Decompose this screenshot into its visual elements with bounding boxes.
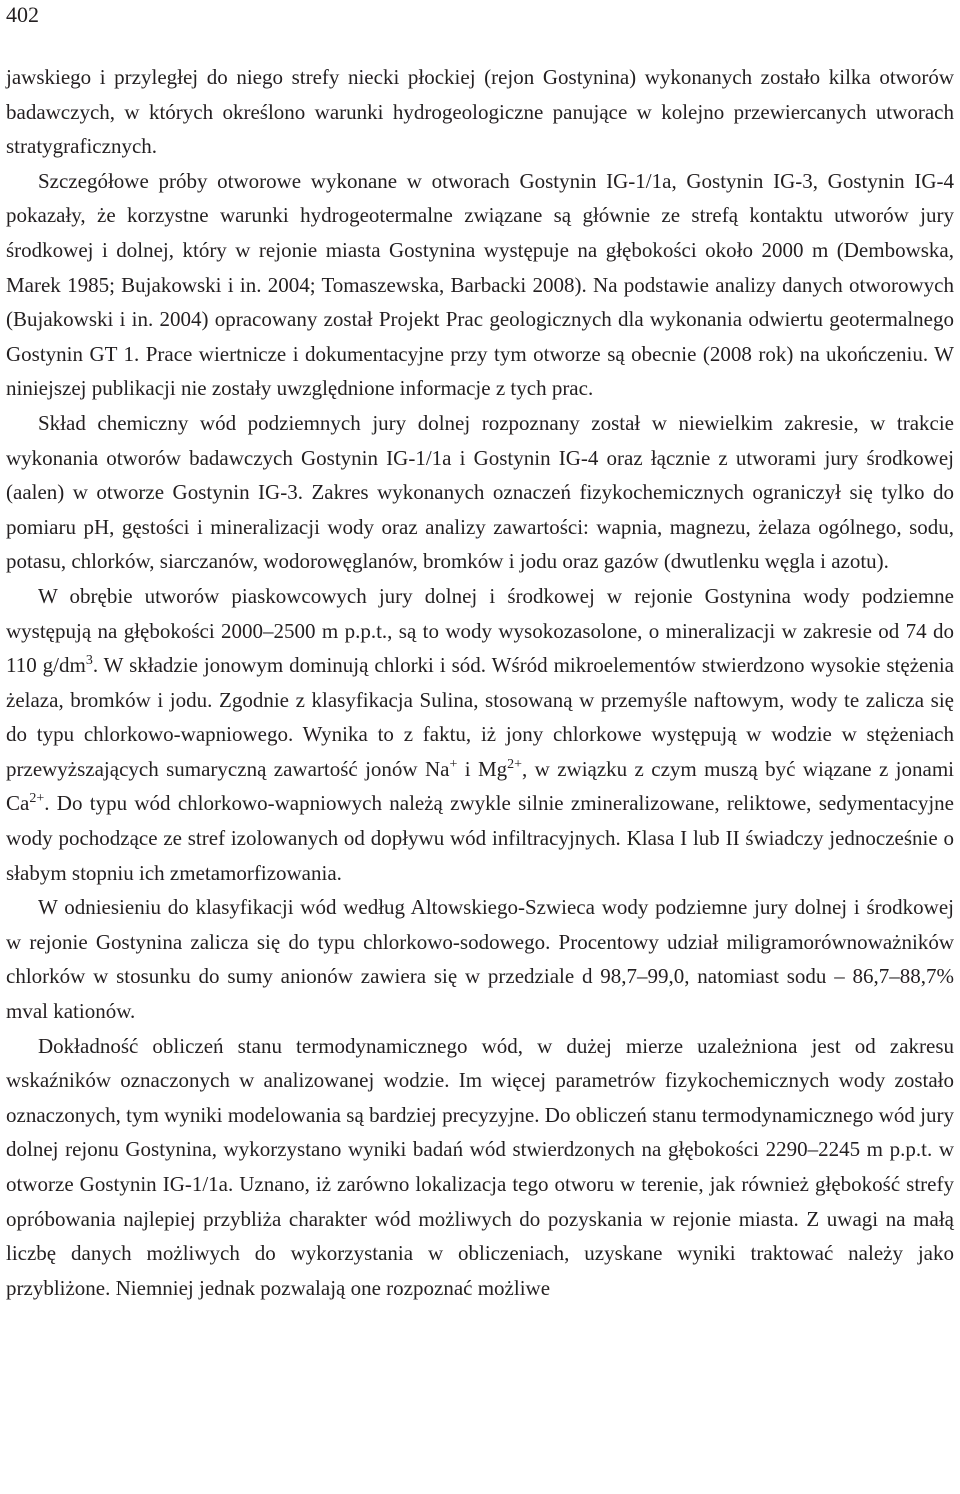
paragraph: jawskiego i przyległej do niego strefy niecki płockiej (rejon Gostynina) wykonanych zostało kilka otworów badawczych, w których określono warunki hydrogeologiczne panujące w kolejno przewiercanych utworach stratygraficznych. (6, 65, 954, 159)
superscript: 2+ (507, 756, 523, 772)
text-segment: , w związku z czym muszą być wiązane z jonami Ca (6, 756, 955, 816)
superscript: + (449, 756, 458, 772)
superscript: 3 (85, 653, 93, 669)
superscript: 2+ (29, 791, 45, 807)
body-text (6, 60, 954, 1305)
paragraph: Szczegółowe próby otworowe wykonane w otworach Gostynin IG-1/1a, Gostynin IG-3, Gostynin IG-4 pokazały, że korzystne warunki hydrogeotermalne związane są głównie ze strefą kontaktu utworów jury środkowej i dolnej, który w rejonie miasta Gostynina występuje na głębokości około 2000 m (Dembowska, Marek 1985; Bujakowski i in. 2004; Tomaszewska, Barbacki 2008). Na podstawie analizy danych otworowych (Bujakowski i in. 2004) opracowany został Projekt Prac geologicznych dla wykonania odwiertu geotermalnego Gostynin GT 1. Prace wiertnicze i dokumentacyjne przy tym otworze są obecnie (2008 rok) na ukończeniu. W niniejszej publikacji nie zostały uwzględnione informacje z tych prac. (6, 168, 954, 401)
paragraph-with-superscripts (6, 579, 954, 890)
text-segment: . W składzie jonowym dominują chlorki i sód. Wśród mikroelementów stwierdzono wysokie stężenia żelaza, bromków i jodu. Zgodnie z klasyfikacja Sulina, stosowaną w przemyśle naftowym, wody te zalicza się do typu chlorkowo-wapniowego. Wynika to z faktu, iż jony chlorkowe występują w wodzie w stężeniach przewyższających sumaryczną zawartość jonów Na (6, 653, 954, 781)
page-number: 402 (6, 2, 39, 27)
text-segment: . Do typu wód chlorkowo-wapniowych należą zwykle silnie zmineralizowane, reliktowe, sedymentacyjne wody pochodzące ze stref izolowanych od dopływu wód infiltracyjnych. Klasa I lub II świadczy jednocześnie o słabym stopniu ich zmetamorfizowania. (6, 791, 954, 885)
paragraph: Dokładność obliczeń stanu termodynamicznego wód, w dużej mierze uzależniona jest od zakresu wskaźników oznaczonych w analizowanej wodzie. Im więcej parametrów fizykochemicznych wody zostało oznaczonych, tym wyniki modelowania są bardziej precyzyjne. Do obliczeń stanu termodynamicznego wód jury dolnej rejonu Gostynina, wykorzystano wyniki badań wód stwierdzonych na głębokości 2290–2245 m p.p.t. w otworze Gostynin IG-1/1a. Uznano, iż zarówno lokalizacja tego otworu w terenie, jak również głębokość strefy opróbowania najlepiej przybliża charakter wód możliwych do pozyskania w rejonie miasta. Z uwagi na małą liczbę danych możliwych do wykorzystania w obliczeniach, uzyskane wyniki traktować należy jako przybliżone. Niemniej jednak pozwalają one rozpoznać możliwe (6, 1033, 954, 1300)
paragraph: Skład chemiczny wód podziemnych jury dolnej rozpoznany został w niewielkim zakresie, w trakcie wykonania otworów badawczych Gostynin IG-1/1a i Gostynin IG-4 oraz łącznie z utworami jury środkowej (aalen) w otworze Gostynin IG-3. Zakres wykonanych oznaczeń fizykochemicznych ograniczył się tylko do pomiaru pH, gęstości i mineralizacji wody oraz analizy zawartości: wapnia, magnezu, żelaza ogólnego, sodu, potasu, chlorków, siarczanów, wodorowęglanów, bromków i jodu oraz gazów (dwutlenku węgla i azotu). (6, 410, 954, 574)
text-segment: i Mg (457, 756, 508, 781)
paragraph: W odniesieniu do klasyfikacji wód według Altowskiego-Szwieca wody podziemne jury dolnej i środkowej w rejonie Gostynina zalicza się do typu chlorkowo-sodowego. Procentowy udział miligramorównoważników chlorków w stosunku do sumy anionów zawiera się w przedziale d 98,7–99,0, natomiast sodu – 86,7–88,7% mval kationów. (6, 895, 954, 1024)
text-segment: W obrębie utworów piaskowcowych jury dolnej i środkowej w rejonie Gostynina wody podziemne występują na głębokości 2000–2500 m p.p.t., są to wody wysokozasolone, o mineralizacji w zakresie od 74 do 110 g/dm (6, 583, 954, 678)
